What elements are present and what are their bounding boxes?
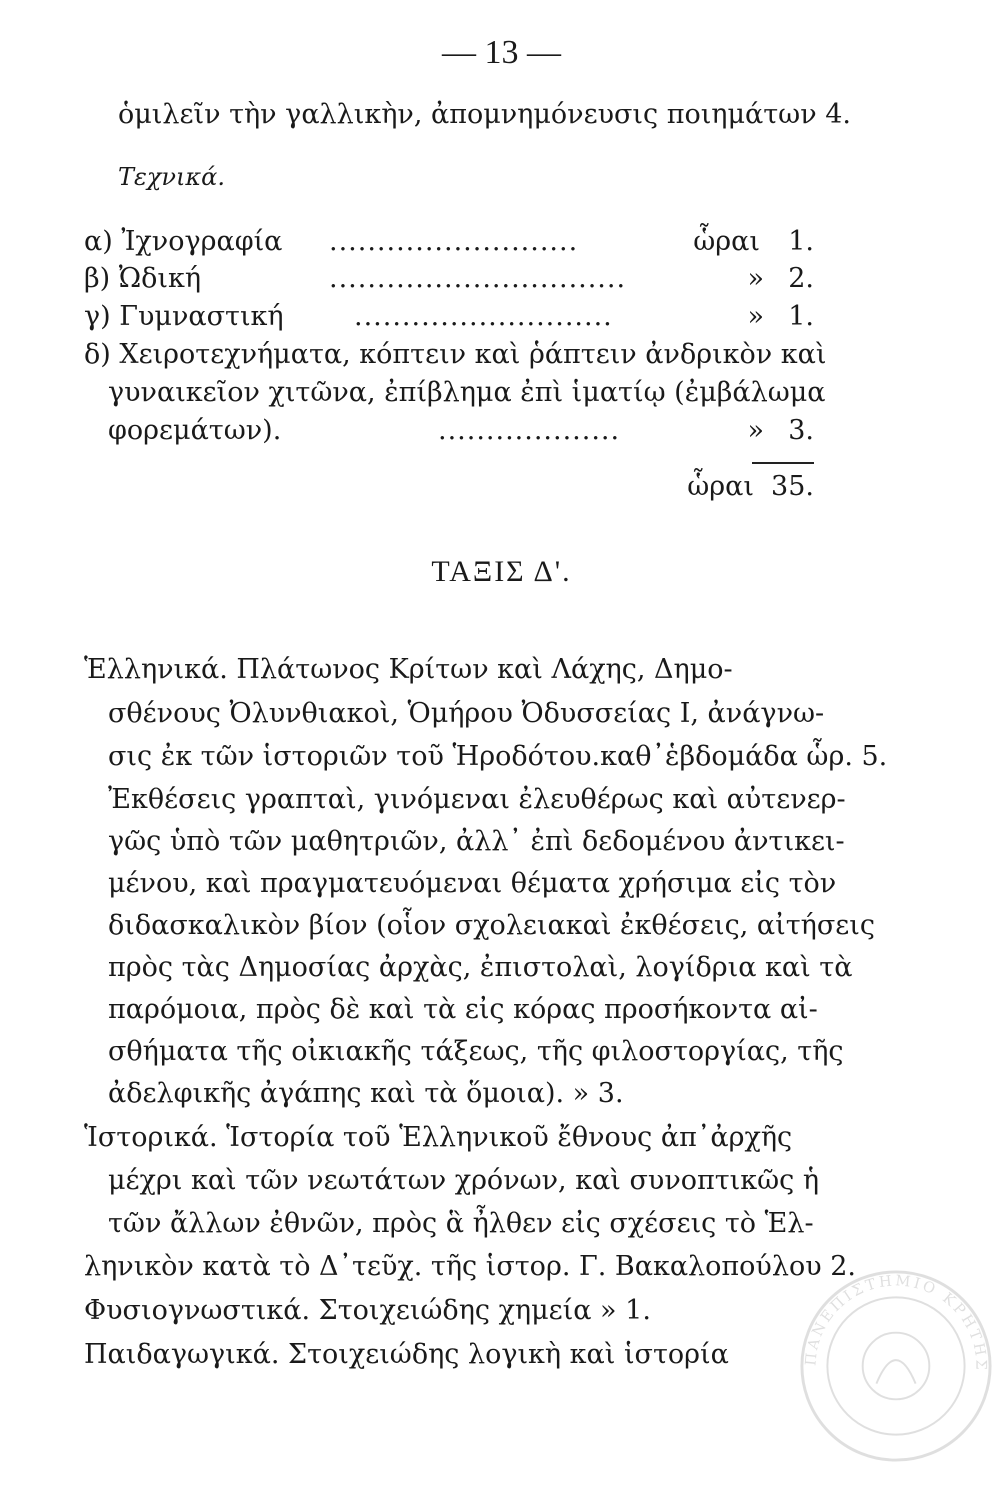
item-value: 1. [788,226,814,257]
body-line: Ἑλληνικά. Πλάτωνος Κρίτων καὶ Λάχης, Δημο- [84,654,733,685]
technika-item-d-line1: δ) Χειροτεχνήματα, κόπτειν καὶ ῥάπτειν ἀνδρικὸν καὶ [84,339,827,370]
svg-text:ΠΑΝΕΠΙΣΤΗΜΙΟ ΚΡΗΤΗΣ [802,1272,989,1372]
total-value: 35. [771,471,814,502]
technika-item-c [84,300,814,334]
item-label: β) Ὠδική [84,263,202,294]
technika-title: Τεχνικά. [118,163,226,191]
item-label: α) Ἰχνογραφία [84,226,283,257]
body-line: Παιδαγωγικά. Στοιχειώδης λογικὴ καὶ ἱστορία [84,1339,729,1370]
item-unit: ὧραι [693,226,760,257]
item-unit: » [747,301,764,332]
intro-line: ὁμιλεῖν τὴν γαλλικὴν, ἀπομνημόνευσις ποιημάτων 4. [118,99,851,130]
item-value: 3. [788,415,814,446]
item-label: γ) Γυμναστική [84,301,284,332]
technika-total [84,470,814,504]
item-value: 2. [788,263,814,294]
body-line: γῶς ὑπὸ τῶν μαθητριῶν, ἀλλ᾽ ἐπὶ δεδομένου ἀντικει- [108,826,845,857]
body-line: διδασκαλικὸν βίον (οἷον σχολειακαὶ ἐκθέσεις, αἰτήσεις [108,910,875,941]
technika-item-d-line2: γυναικεῖον χιτῶνα, ἐπίβλημα ἐπὶ ἱματίῳ (ἐμβάλωμα [108,377,826,408]
body-line: τῶν ἄλλων ἐθνῶν, πρὸς ἃ ἦλθεν εἰς σχέσεις τὸ Ἑλ- [108,1208,814,1239]
body-line: ληνικὸν κατὰ τὸ Δ᾽τεῦχ. τῆς ἱστορ. Γ. Βακαλοπούλου 2. [84,1251,856,1282]
technika-item-b [84,262,814,296]
item-unit: » [747,415,764,446]
item-dots: .......................... [329,226,579,257]
item-dots: ............................... [329,263,627,294]
body-line: μέχρι καὶ τῶν νεωτάτων χρόνων, καὶ συνοπτικῶς ἡ [108,1165,820,1196]
body-line: μένου, καὶ πραγματευόμεναι θέματα χρήσιμα εἰς τὸν [108,868,837,899]
library-seal-icon [798,1268,994,1464]
item-unit: » [747,263,764,294]
page-number: — 13 — [442,34,561,71]
technika-item-d-line3 [108,414,814,448]
seal-text: ΠΑΝΕΠΙΣΤΗΜΙΟ ΚΡΗΤΗΣ [802,1272,990,1373]
body-line: σις ἐκ τῶν ἱστοριῶν τοῦ Ἡροδότου.καθ᾽ἑβδομάδα ὧρ. 5. [108,741,888,772]
item-dots: ........................... [354,301,613,332]
item-label: φορεμάτων). [108,415,282,446]
total-unit: ὧραι [687,471,754,502]
body-line: σθήματα τῆς οἰκιακῆς τάξεως, τῆς φιλοστοργίας, τῆς [108,1036,844,1067]
body-line: Ἱστορικά. Ἱστορία τοῦ Ἑλληνικοῦ ἔθνους ἀπ᾽ἀρχῆς [84,1122,793,1153]
body-line: παρόμοια, πρὸς δὲ καὶ τὰ εἰς κόρας προσήκοντα αἰ- [108,994,818,1025]
body-line: Φυσιογνωστικά. Στοιχειώδης χημεία » 1. [84,1295,651,1326]
item-dots: ................... [438,415,621,446]
total-rule [752,462,814,464]
body-line: Ἐκθέσεις γραπταὶ, γινόμεναι ἐλευθέρως καὶ αὐτενερ- [108,784,846,815]
technika-item-a [84,225,814,259]
item-value: 1. [788,301,814,332]
body-line: πρὸς τὰς Δημοσίας ἀρχὰς, ἐπιστολαὶ, λογίδρια καὶ τὰ [108,952,853,983]
section-heading: ΤΑΞΙΣ Δ'. [431,555,572,588]
body-line: σθένους Ὀλυνθιακοὶ, Ὁμήρου Ὀδυσσείας Ι, ἀνάγνω- [108,698,825,729]
body-line: ἀδελφικῆς ἀγάπης καὶ τὰ ὅμοια). » 3. [108,1078,624,1109]
